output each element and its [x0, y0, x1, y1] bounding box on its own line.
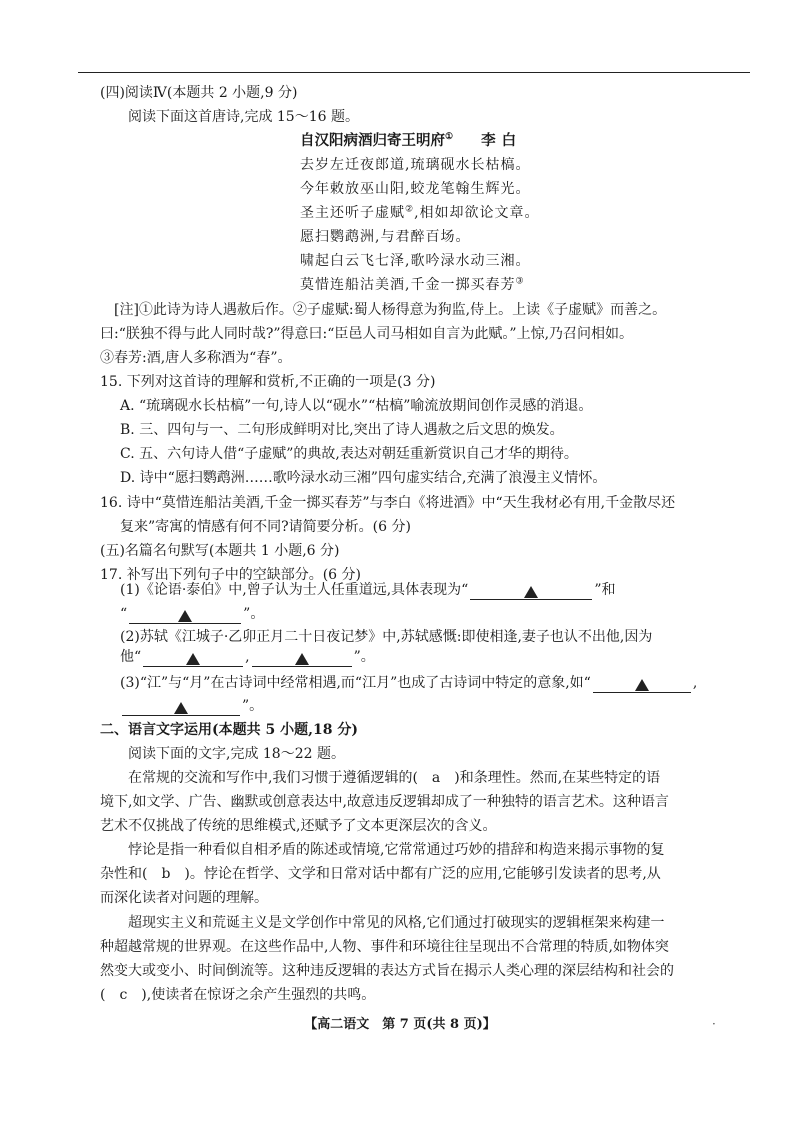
poem-line-6-text: 莫惜连船沽美酒,千金一掷买春芳	[300, 277, 516, 293]
q15-option-c: C. 五、六句诗人借“子虚赋”的典故,表达对朝廷重新赏识自己才华的期待。	[120, 446, 578, 462]
passage-p2-line2: 杂性和( b )。悖论在哲学、文学和日常对话中都有广泛的应用,它能够引发读者的思考,从	[100, 866, 661, 882]
answer-blank[interactable]	[129, 607, 241, 624]
page-footer: 【高二语文 第 7 页(共 8 页)】	[304, 1017, 496, 1032]
triangle-marker-icon	[635, 679, 649, 691]
passage-p3-line4: ( c ),使读者在惊讶之余产生强烈的共鸣。	[100, 987, 376, 1003]
passage-p3-line2: 种超越常规的世界观。在这些作品中,人物、事件和环境往往呈现出不合常理的特质,如物体突	[100, 939, 669, 955]
answer-blank[interactable]	[252, 650, 352, 667]
poem-title-note: ①	[445, 132, 454, 143]
poem-title	[300, 131, 522, 151]
q17-item1-and: ”和	[594, 582, 616, 598]
q17-item1-close: ”。	[243, 606, 265, 622]
section4-intro: 阅读下面这首唐诗,完成 15～16 题。	[128, 109, 359, 125]
poem-line-3	[300, 203, 540, 223]
poem-line-3-a: 圣主还听子虚赋	[300, 205, 405, 221]
q17-item3-line1	[120, 673, 697, 693]
q16-line-1: 16. 诗中“莫惜连船沽美酒,千金一掷买春芳”与李白《将进酒》中“天生我材必有用,千金散尽还	[100, 495, 676, 511]
triangle-marker-icon	[186, 653, 200, 665]
note-line-3: ③春芳:酒,唐人多称酒为“春”。	[100, 350, 292, 366]
triangle-marker-icon	[174, 702, 188, 714]
answer-blank[interactable]	[122, 699, 240, 716]
passage-p3-line3: 然变大或变小、时间倒流等。这种违反逻辑的表达方式旨在揭示人类心理的深层结构和社会的	[100, 963, 674, 979]
part2-heading: 二、语言文字运用(本题共 5 小题,18 分)	[100, 722, 358, 738]
q17-item1-line2	[120, 604, 264, 624]
note-line-2: 曰:“朕独不得与此人同时哉?”得意曰:“臣邑人司马相如自言为此赋。”上惊,乃召问相如。	[100, 326, 634, 342]
q17-item2-open: 他“	[120, 649, 142, 665]
passage-p2-line1: 悖论是指一种看似自相矛盾的陈述或情境,它常常通过巧妙的措辞和构造来揭示事物的复	[128, 842, 665, 858]
q17-item2-comma: ,	[245, 649, 250, 665]
poem-line-4: 愿扫鹦鹉洲,与君醉百场。	[300, 229, 471, 245]
q17-item3-comma: ,	[692, 675, 698, 691]
answer-blank[interactable]	[143, 650, 243, 667]
q17-item3-line2	[120, 696, 263, 716]
note-line-1: [注]①此诗为诗人遇赦后作。②子虚赋:蜀人杨得意为狗监,侍上。上读《子虚赋》而善之。	[114, 302, 667, 318]
q17-item2-line2	[120, 647, 375, 667]
triangle-marker-icon	[178, 610, 192, 622]
poem-line-6	[300, 275, 525, 295]
poem-line-3-note: ②	[405, 204, 415, 215]
part2-intro: 阅读下面的文字,完成 18～22 题。	[128, 746, 345, 762]
passage-p2-line3: 而深化读者对问题的理解。	[100, 890, 268, 906]
answer-blank[interactable]	[470, 583, 592, 600]
passage-p1-line1: 在常规的交流和写作中,我们习惯于遵循逻辑的( a )和条理性。然而,在某些特定的语	[128, 770, 661, 786]
q17-item1-line1	[120, 580, 616, 600]
top-rule	[78, 72, 750, 73]
triangle-marker-icon	[524, 586, 538, 598]
q17-item1-open: “	[120, 606, 128, 622]
q15-stem: 15. 下列对这首诗的理解和赏析,不正确的一项是(3 分)	[100, 374, 436, 390]
q15-option-d: D. 诗中“愿扫鹦鹉洲……歌吟渌水动三湘”四句虚实结合,充满了浪漫主义情怀。	[120, 470, 607, 486]
poem-author: 李白	[481, 132, 523, 149]
poem-line-3-b: ,相如却欲论文章。	[414, 205, 540, 221]
passage-p3-line1: 超现实主义和荒诞主义是文学创作中常见的风格,它们通过打破现实的逻辑框架来构建一	[128, 915, 665, 931]
poem-title-text: 自汉阳病酒归寄王明府	[300, 132, 445, 149]
q17-item1-text: (1)《论语·泰伯》中,曾子认为士人任重道远,具体表现为“	[120, 582, 469, 598]
q17-item2-line1: (2)苏轼《江城子·乙卯正月二十日夜记梦》中,苏轼感慨:即使相逢,妻子也认不出他,因为	[120, 629, 653, 645]
passage-p1-line3: 艺术不仅挑战了传统的思维模式,还赋予了文本更深层次的含义。	[100, 818, 497, 834]
poem-line-5: 啸起白云飞七泽,歌吟渌水动三湘。	[300, 253, 531, 269]
q17-stem: 17. 补写出下列句子中的空缺部分。(6 分)	[100, 567, 361, 583]
section4-heading: (四)阅读Ⅳ(本题共 2 小题,9 分)	[100, 85, 298, 101]
q16-line-2: 复来”寄寓的情感有何不同?请简要分析。(6 分)	[120, 519, 411, 535]
answer-blank[interactable]	[593, 676, 691, 693]
corner-mark: ·	[712, 1017, 716, 1031]
q17-item3-close: ”。	[242, 698, 264, 714]
q15-option-a: A. “琉璃砚水长枯槁”一句,诗人以“砚水”“枯槁”喻流放期间创作灵感的消退。	[120, 398, 593, 414]
passage-p1-line2: 境下,如文学、广告、幽默或创意表达中,故意违反逻辑却成了一种独特的语言艺术。这种语言	[100, 794, 669, 810]
poem-line-1: 去岁左迁夜郎道,琉璃砚水长枯槁。	[300, 157, 531, 173]
q17-item3-text: (3)“江”与“月”在古诗词中经常相遇,而“江月”也成了古诗词中特定的意象,如“	[120, 675, 591, 691]
poem-line-6-note: ③	[515, 276, 525, 287]
section5-heading: (五)名篇名句默写(本题共 1 小题,6 分)	[100, 543, 340, 559]
q17-item2-close: ”。	[353, 649, 375, 665]
triangle-marker-icon	[295, 653, 309, 665]
q15-option-b: B. 三、四句与一、二句形成鲜明对比,突出了诗人遇赦之后文思的焕发。	[120, 422, 564, 438]
poem-line-2: 今年敕放巫山阳,蛟龙笔翰生辉光。	[300, 181, 531, 197]
